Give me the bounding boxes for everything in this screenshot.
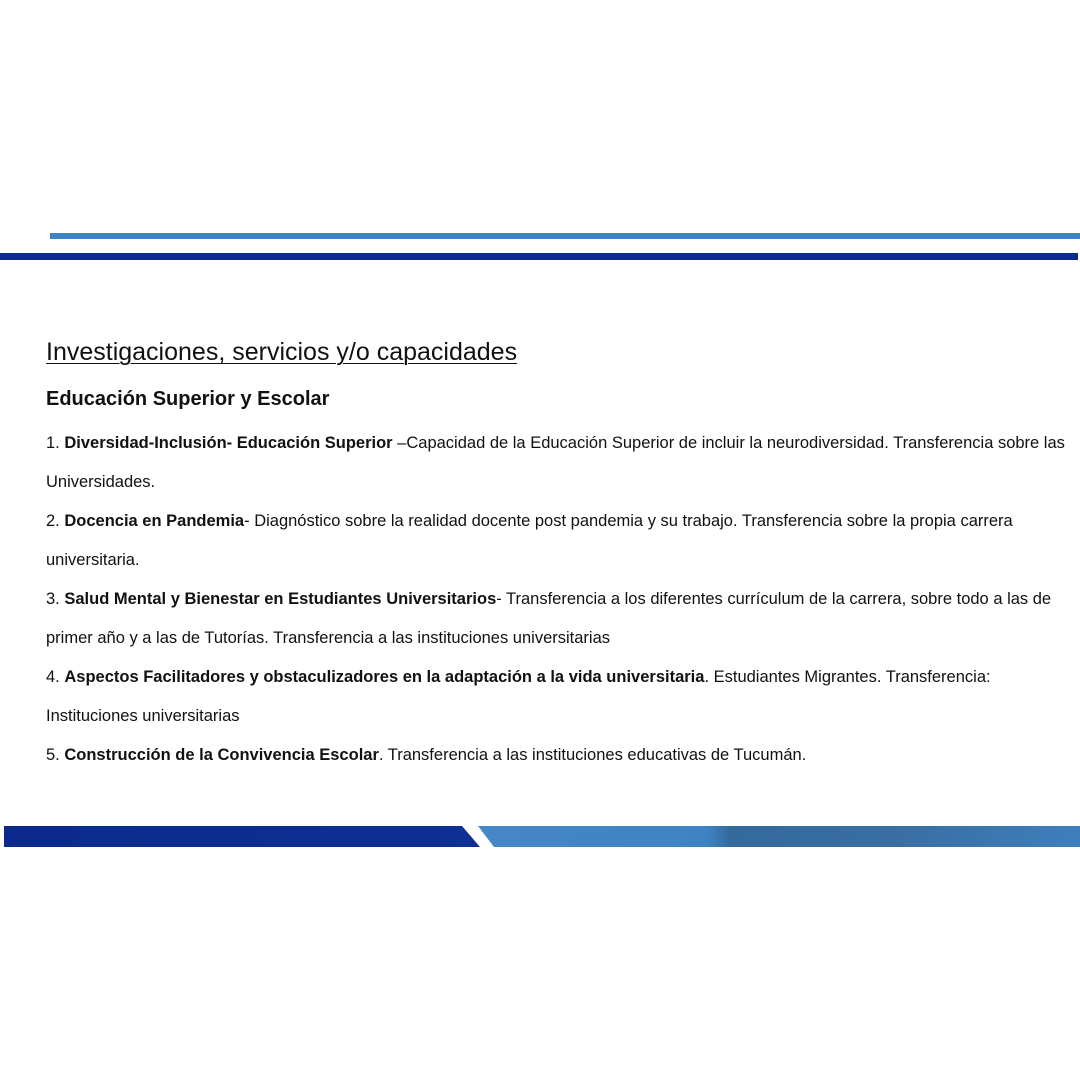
research-list	[46, 424, 1068, 775]
footer-band	[0, 826, 1080, 847]
header-rule-dark	[0, 253, 1078, 260]
item-number: 2.	[46, 512, 60, 530]
section-title: Investigaciones, servicios y/o capacidades	[46, 338, 518, 366]
section-subtitle: Educación Superior y Escolar	[46, 388, 330, 410]
item-description: - Transferencia a los diferentes currículum de la carrera, sobre todo a las de primer año y a las de Tutorías. Transferencia a las instituciones universitarias	[46, 590, 1052, 647]
item-title: Construcción de la Convivencia Escolar	[64, 746, 379, 764]
list-item	[46, 658, 1068, 736]
item-number: 5.	[46, 746, 60, 764]
item-number: 1.	[46, 434, 60, 452]
footer-segment-dark	[4, 826, 480, 847]
list-item	[46, 502, 1068, 580]
footer-segment-light	[478, 826, 1080, 847]
item-number: 4.	[46, 668, 60, 686]
item-description: . Transferencia a las instituciones educativas de Tucumán.	[378, 746, 807, 764]
item-number: 3.	[46, 590, 60, 608]
list-item	[46, 580, 1068, 658]
item-description: . Estudiantes Migrantes. Transferencia: Instituciones universitarias	[46, 668, 991, 725]
item-title: Salud Mental y Bienestar en Estudiantes Universitarios	[64, 590, 497, 608]
list-item	[46, 424, 1068, 502]
list-item	[46, 736, 1068, 775]
item-title: Docencia en Pandemia	[64, 512, 245, 530]
header-rule-light	[50, 233, 1080, 239]
item-description: –Capacidad de la Educación Superior de incluir la neurodiversidad. Transferencia sobre las Universidades.	[46, 434, 1065, 491]
item-title: Diversidad-Inclusión- Educación Superior	[64, 434, 393, 452]
item-description: - Diagnóstico sobre la realidad docente post pandemia y su trabajo. Transferencia sobre la propia carrera universitaria.	[46, 512, 1013, 569]
item-title: Aspectos Facilitadores y obstaculizadores en la adaptación a la vida universitaria	[64, 668, 705, 686]
